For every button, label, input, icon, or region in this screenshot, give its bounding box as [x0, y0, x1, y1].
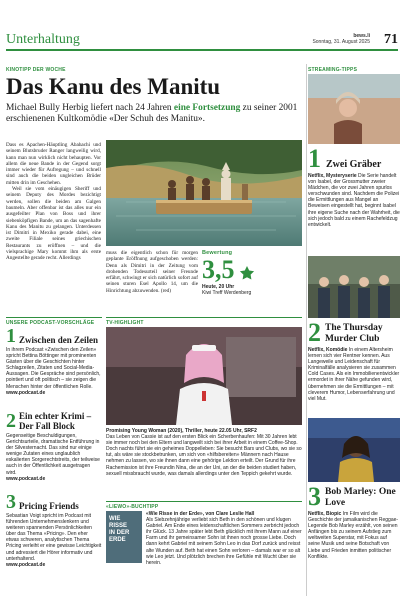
deck-text-a: Michael Bully Herbig liefert nach 24 Jahren — [6, 103, 174, 113]
book-cover-line-2: RISSE — [109, 523, 128, 529]
rating-venue: Kiwi Treff Werdenberg — [202, 290, 252, 297]
tv-rule — [106, 317, 302, 318]
book-text-block — [146, 511, 302, 566]
streaming-item-1 — [308, 144, 400, 228]
streaming-kicker: STREAMING-TIPPS — [308, 67, 358, 73]
book-text: Als Siebzehnjährige verliebt sich Beth in den schönen und klugen Gabriel. Am Ende eines leidenschaftlichen Sommers zerbricht jedoch ihr Glück. 13 Jahre später lebt Beth glücklich mit ihrem Mann auf einer Farm und ihr gemeinsamer Sohn ist ihnen noch grosse Liebe. Doch dann kehrt Gabriel mit seinem Sohn Leo in das Dorf zurück und reisst alte Wunden auf. Beth hat einen Sohn verloren – damals war er so alt wie Leo jetzt. Und plötzlich brechen ihre Gefühle mit Wucht über sie herein. — [146, 517, 302, 566]
streaming-num-3: 3 — [308, 482, 321, 511]
book-cover-line-3: IN DER — [109, 530, 130, 536]
canoe-photo — [106, 140, 302, 246]
deck-text-b: zu seiner 2001 erschienenen Kultkomödie «Der Schuh des Manitu». — [6, 103, 298, 125]
podcast-title-1: Zwischen den Zeilen — [19, 335, 99, 345]
edition-name: bews.li — [353, 33, 370, 39]
streaming-text-3: Im Film wird die Geschichte der jamaikanischen Reggae-Legende Bob Marley erzählt, von seinen Anfängen bis zu seinem Aufstieg zum weltweiten Superstar, mit Fokus auf seine Musik und seine Botschaft von Liebe und Frieden inmitten politischer Konflikte. — [308, 511, 399, 560]
main-para-2: Weil sie vom einäugigen Sheriff und seinem Deputy des Mordes bezichtigt werden, sollen die beiden am Galgen baumeln. Aber offenbar ist das alles nur ein ausgefeilter Plan von Boss und ihrer siebenköpfigen Bande, um an das sagenhafte Kanu des Manitu zu gelangen. Unterdessen ist Dimitri in Mexiko gerade dabei, eine zweite Filiale seines griechischen Restaurants zu eröffnen – und die vielsprachige Mary kommt ihm als erste Angestellte gerade recht. Allerdings — [6, 186, 101, 262]
podcast-rule — [6, 317, 102, 318]
section-title: Unterhaltung — [6, 32, 80, 47]
podcast-kicker: UNSERE PODCAST-VORSCHLÄGE — [6, 320, 95, 326]
streaming-num-2: 2 — [308, 318, 321, 347]
edition-meta — [312, 33, 370, 45]
main-deck — [6, 103, 302, 126]
main-kicker: KINOTIPP DER WOCHE — [6, 67, 66, 73]
book-cover-line-4: ERDE — [109, 537, 126, 543]
streaming-title-2: The Thursday Murder Club — [325, 323, 383, 344]
book-cover-line-1: WIE — [109, 516, 121, 522]
podcast-url-1[interactable]: www.podcast.de — [6, 389, 46, 396]
streaming-photo-2 — [308, 256, 400, 318]
rating-airtime: Heute, 20 Uhr — [202, 284, 235, 290]
podcast-item-1 — [6, 327, 102, 396]
streaming-photo-1 — [308, 74, 400, 144]
streaming-title-1: Zwei Gräber — [326, 159, 382, 170]
podcast-url-2[interactable]: www.podcast.de — [6, 475, 46, 482]
streaming-item-3 — [308, 482, 400, 560]
tv-kicker: TV-HIGHLIGHT — [106, 320, 144, 326]
main-title: Das Kanu des Manitu — [6, 74, 221, 99]
streaming-text-2: In einem Altersheim lernen sich vier Rentner kennen. Aus Langeweile und Leidenschaft für Kriminalfälle analysieren sie zusammen Cold Cases. Als ein Immobilienentwickler ermordet in ihrer Nähe gefunden wird, übernehmen sie die Ermittlungen – mit cleverem Humor, Lebenserfahrung und viel Mut. — [308, 347, 400, 402]
podcast-num-2: 2 — [6, 410, 16, 432]
streaming-photo-3 — [308, 418, 400, 482]
edition-date: Sonntag, 31. August 2025 — [312, 39, 370, 45]
rating-box — [202, 250, 302, 296]
tv-text-block — [106, 428, 302, 477]
podcast-url-3[interactable]: www.podcast.de — [6, 561, 46, 568]
podcast-item-3 — [6, 493, 102, 568]
streaming-item-2 — [308, 318, 400, 402]
main-column-2: muss die eigentlich schon für morgen geplante Eröffnung aufgeschoben werden: Denn als Dimitri in der Zeitung vom drohenden Todesurteil seiner Freunde erfährt, schwingt er sich natürlich sofort auf seinen sturen Esel Apollo 14, um die Hinrichtung abzuwenden. (red) — [106, 250, 198, 294]
main-para-1: Dass es Apachen-Häuptling Abahachi und seinem Blutsbruder Ranger langweilig wird, kann man nun wirklich nicht behaupten. Vor allem die neue Bande in der Gegend sorgt immer wieder für Aufregung – und schnell sind auch die beiden ungleichen Brüder mitten drin im Geschehen. — [6, 142, 101, 186]
tv-photo — [106, 327, 302, 425]
main-column-1 — [6, 142, 101, 262]
podcast-num-1: 1 — [6, 325, 16, 347]
podcast-text-2: Gegenseitige Beschuldigungen, Gerichtsurteile, dramatische Entführung in der Silvesternacht. Das sind nur einige wenige Zutaten eines unglaublich eskalierten Sorgerechtstreits, der teilweise auch in der Öffentlichkeit ausgetragen wird. — [6, 433, 100, 476]
podcast-text-3: Sebastian Voigt spricht im Podcast mit führenden Unternehmenslenkern und weiteren spannenden Persönlichkeiten über das Thema «Pricing». Den eher etwas schweren, analytischen Thema Pricing verleiht er eine gewisse Leichtigkeit und adressiert die Hörer informativ und unterhaltend. — [6, 513, 102, 562]
book-title: «Wie Risse in der Erde», von Clare Leslie Hall — [146, 511, 255, 517]
tv-caption: Promising Young Woman (2020), Thriller, heute 22.05 Uhr, SRF2 — [106, 428, 257, 434]
podcast-title-2: Ein echter Krimi – Der Fall Block — [19, 411, 92, 431]
streaming-num-1: 1 — [308, 144, 321, 173]
streaming-title-3: Bob Marley: One Love — [325, 487, 396, 508]
book-kicker: «LIEWO»-BUCHTIPP — [106, 504, 159, 510]
streaming-platform-2: Netflix, Komödie — [308, 347, 348, 353]
rating-value: 3,5 — [202, 255, 235, 284]
podcast-item-2 — [6, 412, 102, 482]
book-cover — [106, 511, 142, 563]
podcast-title-3: Pricing Friends — [19, 501, 79, 511]
rating-label: Bewertung — [202, 250, 233, 256]
tv-text: Das Leben von Cassie ist auf den ersten Blick ein Scherbenhaufen: Mit 30 Jahren lebt sie immer noch bei den Eltern und langweilt sich bei ihrer Arbeit in einem Coffee-Shop. Doch nachts führt sie ein geheimes Doppelleben: Sie besucht Bars und Clubs, wo sie so tut, als wäre sie stockbetrunken, um sich von «hilfsbereiten» Männern nach Hause nehmen zu lassen, wo sie ihnen dann eine gehörige Lektion erteilt. Der Grund für ihre Rachemission ist ihre Freundin Nina, die an der Uni, an der die beiden studiert haben, sexuell missbraucht wurde, was damals allerdings unter den Teppich gekehrt wurde. — [106, 434, 302, 477]
header-rule — [6, 49, 398, 51]
column-divider — [306, 64, 307, 596]
streaming-text-1: Die Serie handelt von Isabel, der Grossmutter zweier Mädchen, die vor zwei Jahren spurlos verschwunden sind. Nachdem die Polizei die Ermittlungen aus Mangel an Beweisen eingestellt hat, beginnt Isabel ihre eigene Suche nach der Wahrheit, die sich jedoch bald zu einem Rachefeldzug entwickelt. — [308, 173, 400, 228]
streaming-platform-1: Netflix, Mysteryserie — [308, 173, 357, 179]
streaming-platform-3: Netflix, Biopic — [308, 511, 342, 517]
page-header — [0, 0, 404, 52]
rating-stars-icon — [239, 262, 299, 284]
deck-highlight: eine Fortsetzung — [173, 103, 241, 113]
page-number: 71 — [384, 32, 398, 47]
podcast-text-1: In ihrem Podcast «Zwischen den Zeilen» spricht Bettina Böttinger mit prominenten Gästen über die Geschichten hinter Schlagzeilen, Zitaten und Social-Media-Aussagen. Die Gespräche sind persönlich, pointiert und oft politisch – sie zeigen die Menschen hinter der öffentlichen Rolle. — [6, 347, 101, 390]
podcast-num-3: 3 — [6, 491, 16, 513]
book-rule — [106, 501, 302, 502]
